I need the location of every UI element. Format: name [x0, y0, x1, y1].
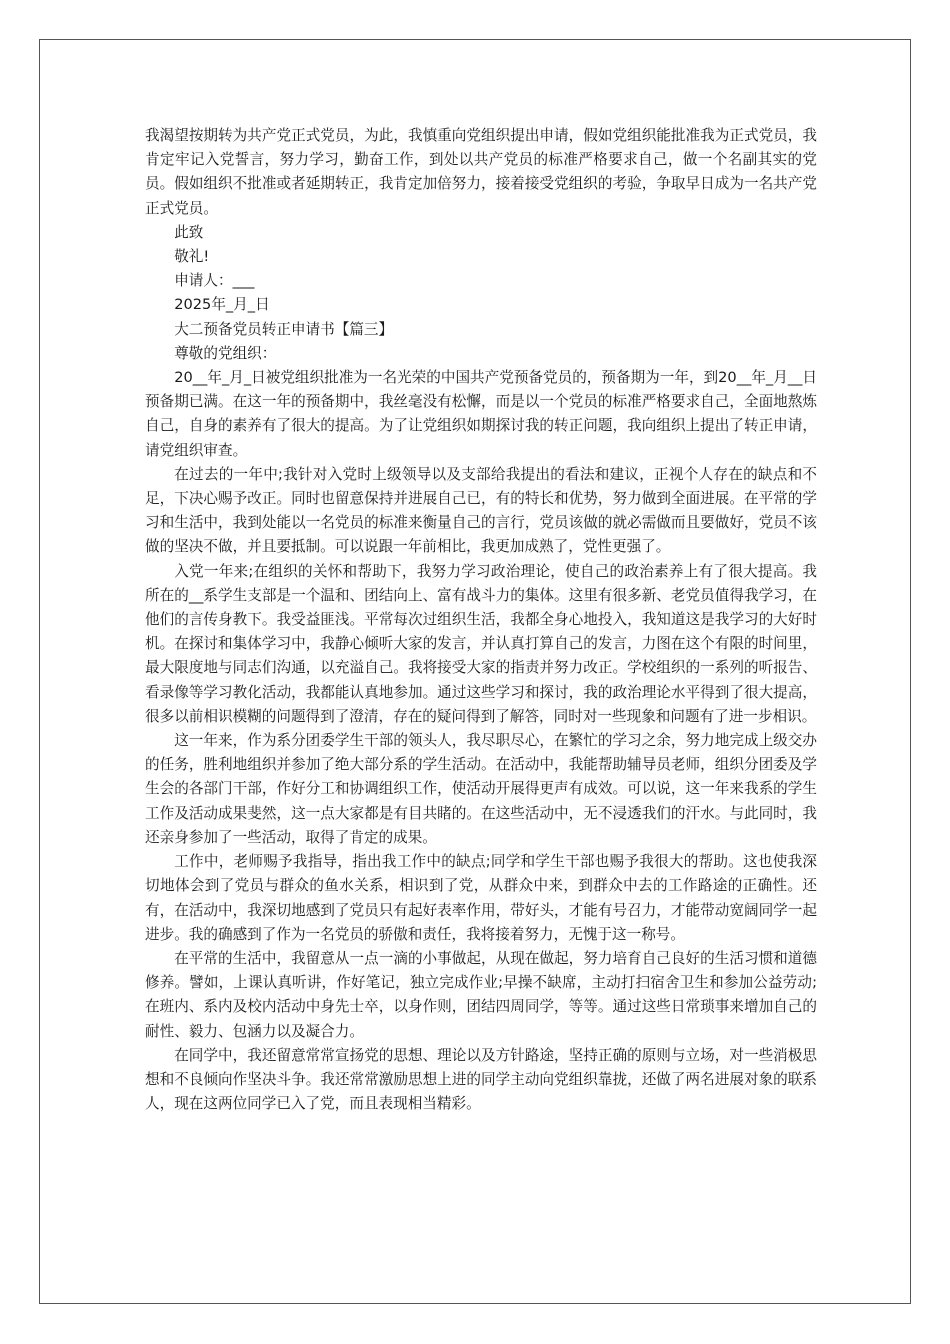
- paragraph-12: 工作中，老师赐予我指导，指出我工作中的缺点;同学和学生干部也赐予我很大的帮助。这也使我深切地体会到了党员与群众的鱼水关系，相识到了党，从群众中来，到群众中去的工作路途的正确性。还有，在活动中，我深切地感到了党员只有起好表率作用，带好头，才能有号召力，才能带动宽阔同学一起进步。我的确感到了作为一名党员的骄傲和责任，我将接着努力，无愧于这一称号。: [145, 853, 817, 943]
- paragraph-5: 2025年_月_日: [174, 296, 270, 314]
- paragraph-4: 申请人：___: [174, 272, 255, 290]
- paragraph-11: 这一年来，作为系分团委学生干部的领头人，我尽职尽心，在繁忙的学习之余，努力地完成上级交办的任务，胜利地组织并参加了绝大部分系的学生活动。在活动中，我能帮助辅导员老师，组织分团委及学生会的各部门干部，作好分工和协调组织工作，使活动开展得更声有成效。可以说，这一年来我系的学生工作及活动成果斐然，这一点大家都是有目共睹的。在这些活动中，无不浸透我们的汗水。与此同时，我还亲身参加了一些活动，取得了肯定的成果。: [145, 732, 817, 846]
- paragraph-14: 在同学中，我还留意常常宣扬党的思想、理论以及方针路途，坚持正确的原则与立场，对一些消极思想和不良倾向作坚决斗争。我还常常激励思想上进的同学主动向党组织靠拢，还做了两名进展对象的联系人，现在这两位同学已入了党，而且表现相当精彩。: [145, 1046, 817, 1113]
- paragraph-10: 入党一年来;在组织的关怀和帮助下，我努力学习政治理论，使自己的政治素养上有了很大提高。我所在的__系学生支部是一个温和、团结向上、富有战斗力的集体。这里有很多新、老党员值得我学习，在他们的言传身教下。我受益匪浅。平常每次过组织生活，我都全身心地投入，我知道这是我学习的大好时机。在探讨和集体学习中，我静心倾听大家的发言，并认真打算自己的发言，力图在这个有限的时间里，最大限度地与同志们沟通，以充溢自己。我将接受大家的指责并努力改正。学校组织的一系列的听报告、看录像等学习教化活动，我都能认真地参加。通过这些学习和探讨，我的政治理论水平得到了很大提高，很多以前相识模糊的问题得到了澄清，存在的疑问得到了解答，同时对一些现象和问题有了进一步相识。: [145, 562, 817, 725]
- paragraph-2: 此致: [174, 223, 204, 241]
- paragraph-3: 敬礼!: [174, 248, 210, 266]
- paragraph-1: 我渴望按期转为共产党正式党员，为此，我慎重向党组织提出申请，假如党组织能批准我为正式党员，我肯定牢记入党誓言，努力学习，勤奋工作，到处以共产党员的标准严格要求自己，做一个名副其实的党员。假如组织不批准或者延期转正，我肯定加倍努力，接着接受党组织的考验，争取早日成为一名共产党正式党员。: [145, 127, 817, 217]
- paragraph-6: 大二预备党员转正申请书【篇三】: [174, 320, 394, 338]
- paragraph-7: 尊敬的党组织：: [174, 344, 277, 362]
- paragraph-9: 在过去的一年中;我针对入党时上级领导以及支部给我提出的看法和建议，正视个人存在的缺点和不足，下决心赐予改正。同时也留意保持并进展自己已，有的特长和优势，努力做到全面进展。在平常的学习和生活中，我到处能以一名党员的标准来衡量自己的言行，党员该做的就必需做而且要做好，党员不该做的坚决不做，并且要抵制。可以说跟一年前相比，我更加成熟了，党性更强了。: [145, 465, 817, 556]
- paragraph-8: 20__年_月_日被党组织批准为一名光荣的中国共产党预备党员的，预备期为一年，到20__年_月__日预备期已满。在这一年的预备期中，我丝毫没有松懈，而是以一个党员的标准严格要求自己，全面地熬炼自己，自身的素养有了很大的提高。为了让党组织如期探讨我的转正问题，我向组织上提出了转正申请，请党组织审查。: [145, 369, 817, 459]
- paragraph-13: 在平常的生活中，我留意从一点一滴的小事做起，从现在做起，努力培育自己良好的生活习惯和道德修养。譬如，上课认真听讲，作好笔记，独立完成作业;早操不缺席，主动打扫宿舍卫生和参加公益劳动;在班内、系内及校内活动中身先士卒，以身作则，团结四周同学，等等。通过这些日常琐事来增加自己的耐性、毅力、包涵力以及凝合力。: [145, 949, 817, 1040]
- document-body: [145, 124, 817, 1116]
